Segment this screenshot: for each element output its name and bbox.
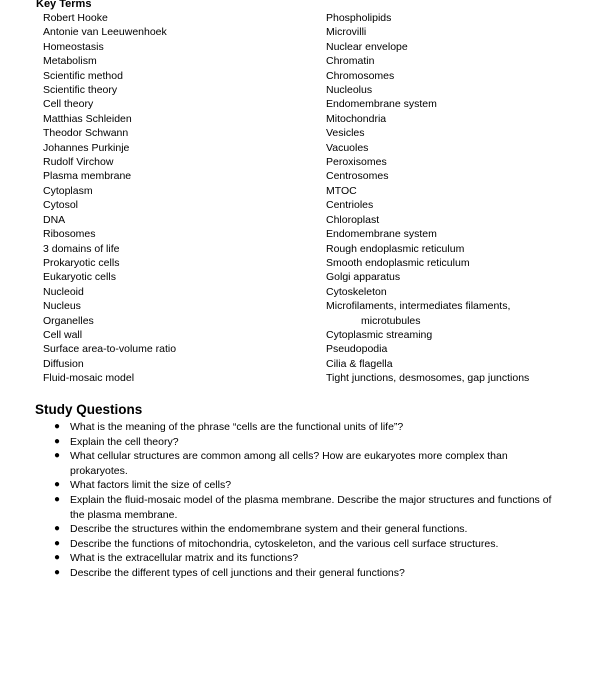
key-term-item: Pseudopodia — [326, 343, 388, 356]
study-question-text: What factors limit the size of cells? — [70, 479, 232, 492]
key-term-item: Microfilaments, intermediates filaments, — [326, 300, 511, 313]
key-term-item: Matthias Schleiden — [43, 112, 132, 125]
key-term-item: Metabolism — [43, 55, 97, 68]
key-term-item: Scientific theory — [43, 84, 118, 97]
study-question-item — [54, 478, 564, 493]
key-term-item: Cytoskeleton — [326, 285, 387, 298]
study-question-item — [54, 551, 564, 566]
study-question-text: Describe the functions of mitochondria, cytoskeleton, and the various cell surface structures. — [70, 537, 499, 550]
study-question-item — [54, 435, 564, 450]
bullet-icon: ● — [54, 450, 61, 462]
key-term-item: Phospholipids — [326, 12, 392, 24]
key-term-item: Theodor Schwann — [43, 127, 129, 140]
key-term-item: Centrioles — [326, 199, 374, 212]
key-term-item: Homeostasis — [43, 40, 104, 53]
key-term-item: Nuclear envelope — [326, 40, 408, 53]
key-term-item: Nucleus — [43, 300, 81, 313]
key-term-item: Cytoplasmic streaming — [326, 328, 433, 341]
key-term-item: Smooth endoplasmic reticulum — [326, 256, 470, 269]
bullet-icon: ● — [54, 523, 61, 535]
key-term-item: Cell wall — [43, 328, 83, 341]
study-question-item — [54, 449, 564, 478]
study-question-item — [54, 537, 564, 552]
key-terms-heading: Key Terms — [36, 0, 92, 10]
key-term-item: Robert Hooke — [43, 12, 108, 24]
key-term-item: Fluid-mosaic model — [43, 372, 135, 385]
key-term-item: Surface area-to-volume ratio — [43, 343, 177, 356]
key-term-item: microtubules — [361, 314, 421, 327]
key-term-item: Chloroplast — [326, 213, 380, 226]
key-term-item: Antonie van Leeuwenhoek — [43, 26, 167, 39]
key-term-item: Nucleoid — [43, 285, 84, 298]
key-term-item: Cilia & flagella — [326, 357, 393, 370]
key-term-item: Rough endoplasmic reticulum — [326, 242, 465, 255]
key-term-item: Eukaryotic cells — [43, 271, 116, 284]
key-term-item: Vacuoles — [326, 141, 369, 154]
key-term-item: Endomembrane system — [326, 98, 437, 111]
bullet-icon: ● — [54, 479, 61, 491]
bullet-icon: ● — [54, 566, 61, 578]
key-term-item: Organelles — [43, 314, 94, 327]
key-terms-left-column — [43, 11, 176, 386]
key-term-item: Diffusion — [43, 357, 84, 370]
key-term-item: Johannes Purkinje — [43, 141, 130, 154]
key-term-item: MTOC — [326, 184, 357, 197]
study-question-text: What is the meaning of the phrase “cells are the functional units of life”? — [70, 421, 404, 433]
bullet-icon: ● — [54, 421, 61, 432]
study-question-item — [54, 566, 564, 581]
bullet-icon: ● — [54, 493, 61, 505]
key-term-item: Scientific method — [43, 69, 123, 82]
study-question-item — [54, 493, 564, 522]
study-question-text: Describe the different types of cell junctions and their general functions? — [70, 566, 405, 579]
key-term-item: Cytoplasm — [43, 184, 93, 197]
study-question-item — [54, 522, 564, 537]
key-terms-right-column — [326, 11, 529, 386]
key-term-item: Centrosomes — [326, 170, 389, 183]
key-term-item: Cell theory — [43, 98, 94, 111]
key-term-item: Mitochondria — [326, 112, 387, 125]
key-term-item: Vesicles — [326, 127, 365, 140]
bullet-icon: ● — [54, 435, 61, 447]
study-question-text: Explain the fluid-mosaic model of the plasma membrane. Describe the major structures and functions of the plasma membrane. — [70, 493, 552, 521]
key-term-item: Peroxisomes — [326, 156, 387, 169]
key-term-item: Cytosol — [43, 199, 79, 212]
key-term-item: Golgi apparatus — [326, 271, 401, 284]
key-term-item: 3 domains of life — [43, 242, 120, 255]
study-question-text: Explain the cell theory? — [70, 435, 179, 448]
key-term-item: Ribosomes — [43, 228, 96, 241]
bullet-icon: ● — [54, 537, 61, 549]
key-term-item: Nucleolus — [326, 84, 373, 97]
study-question-text: What is the extracellular matrix and its functions? — [70, 552, 299, 565]
bullet-icon: ● — [54, 552, 61, 564]
key-term-item: Plasma membrane — [43, 170, 132, 183]
study-question-text: What cellular structures are common among all cells? How are eukaryotes more complex than prokaryotes. — [70, 450, 508, 477]
study-questions-heading: Study Questions — [35, 402, 143, 417]
key-term-item: Chromosomes — [326, 69, 395, 82]
study-question-item — [54, 420, 564, 435]
key-term-item: Tight junctions, desmosomes, gap junctions — [326, 372, 530, 385]
key-term-item: Microvilli — [326, 26, 367, 39]
key-term-item: Rudolf Virchow — [43, 156, 114, 169]
study-questions-list — [54, 420, 564, 581]
key-term-item: Prokaryotic cells — [43, 256, 120, 269]
key-term-item: Chromatin — [326, 55, 375, 68]
key-term-item: DNA — [43, 213, 66, 226]
key-term-item: Endomembrane system — [326, 228, 437, 241]
study-question-text: Describe the structures within the endomembrane system and their general functions. — [70, 523, 468, 536]
